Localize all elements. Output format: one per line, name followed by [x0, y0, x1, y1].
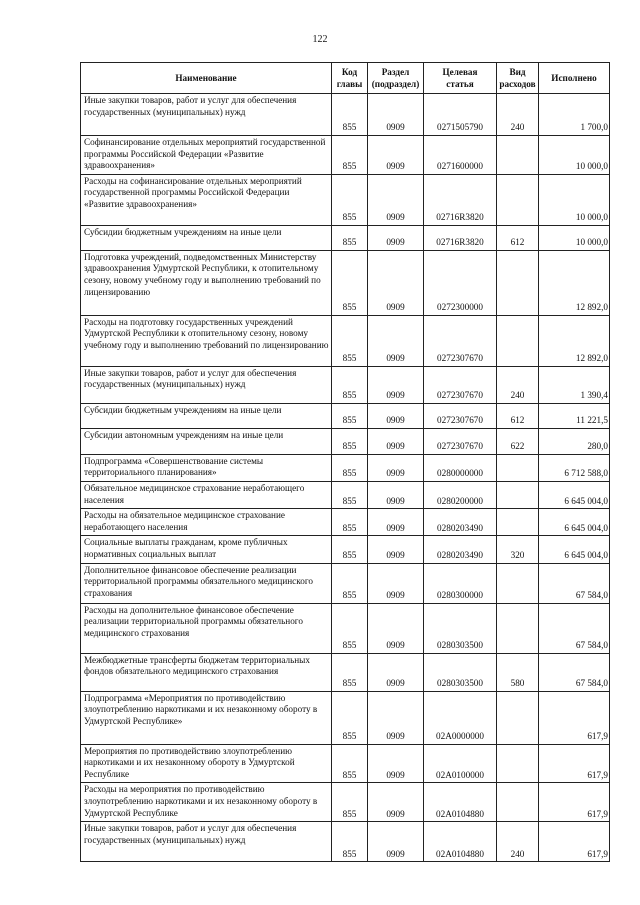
page-number: 122 [312, 34, 328, 45]
cell-code: 855 [332, 225, 368, 250]
cell-name: Обязательное медицинское страхование неработающего населения [81, 481, 332, 508]
header-name: Наименование [81, 63, 332, 94]
cell-code: 855 [332, 822, 368, 862]
cell-section: 0909 [368, 403, 424, 428]
cell-name: Иные закупки товаров, работ и услуг для обеспечения государственных (муниципальных) нужд [81, 822, 332, 862]
cell-type: 580 [497, 653, 539, 691]
cell-type [497, 250, 539, 315]
cell-section: 0909 [368, 366, 424, 403]
cell-amount: 6 645 004,0 [539, 481, 610, 508]
cell-amount: 617,9 [539, 783, 610, 822]
table-header-row [81, 63, 610, 94]
cell-amount: 6 712 588,0 [539, 454, 610, 481]
cell-article: 0272307670 [424, 315, 497, 366]
table-row [81, 250, 610, 315]
cell-section: 0909 [368, 174, 424, 225]
header-type [497, 63, 539, 94]
cell-code: 855 [332, 536, 368, 563]
cell-type [497, 563, 539, 603]
header-section-line1: Раздел [381, 67, 410, 77]
cell-name: Иные закупки товаров, работ и услуг для обеспечения государственных (муниципальных) нужд [81, 94, 332, 136]
cell-article: 0280203490 [424, 509, 497, 536]
cell-section: 0909 [368, 136, 424, 175]
cell-code: 855 [332, 94, 368, 136]
cell-name: Социальные выплаты гражданам, кроме публичных нормативных социальных выплат [81, 536, 332, 563]
cell-section: 0909 [368, 653, 424, 691]
table-row [81, 481, 610, 508]
cell-section: 0909 [368, 509, 424, 536]
cell-code: 855 [332, 403, 368, 428]
cell-code: 855 [332, 653, 368, 691]
header-section [368, 63, 424, 94]
cell-section: 0909 [368, 225, 424, 250]
cell-code: 855 [332, 744, 368, 783]
cell-article: 0272307670 [424, 428, 497, 454]
header-amount: Исполнено [539, 63, 610, 94]
cell-type [497, 509, 539, 536]
cell-amount: 11 221,5 [539, 403, 610, 428]
cell-name: Субсидии автономным учреждениям на иные цели [81, 428, 332, 454]
cell-amount: 67 584,0 [539, 603, 610, 653]
cell-section: 0909 [368, 691, 424, 744]
cell-type [497, 603, 539, 653]
cell-name: Расходы на дополнительное финансовое обеспечение реализации территориальной программы обязательного медицинского страхования [81, 603, 332, 653]
cell-name: Расходы на софинансирование отдельных мероприятий государственной программы Российской Федерации «Развитие здравоохранения» [81, 174, 332, 225]
cell-amount: 6 645 004,0 [539, 536, 610, 563]
table-row [81, 653, 610, 691]
cell-section: 0909 [368, 744, 424, 783]
table-row [81, 563, 610, 603]
cell-article: 0280300000 [424, 563, 497, 603]
cell-type [497, 783, 539, 822]
cell-code: 855 [332, 603, 368, 653]
cell-amount: 617,9 [539, 822, 610, 862]
table-body [81, 94, 610, 862]
budget-table [80, 62, 610, 862]
cell-amount: 280,0 [539, 428, 610, 454]
cell-article: 02А0104880 [424, 783, 497, 822]
cell-section: 0909 [368, 315, 424, 366]
cell-amount: 1 700,0 [539, 94, 610, 136]
table-row [81, 454, 610, 481]
cell-code: 855 [332, 174, 368, 225]
cell-type: 612 [497, 403, 539, 428]
cell-article: 02А0100000 [424, 744, 497, 783]
cell-type [497, 315, 539, 366]
cell-name: Иные закупки товаров, работ и услуг для обеспечения государственных (муниципальных) нужд [81, 366, 332, 403]
header-type-line2: расходов [499, 79, 536, 89]
cell-amount: 617,9 [539, 744, 610, 783]
header-code [332, 63, 368, 94]
cell-type: 612 [497, 225, 539, 250]
cell-name: Субсидии бюджетным учреждениям на иные цели [81, 225, 332, 250]
cell-type [497, 481, 539, 508]
cell-section: 0909 [368, 94, 424, 136]
table-row [81, 94, 610, 136]
cell-article: 02А0000000 [424, 691, 497, 744]
table-row [81, 603, 610, 653]
table-row [81, 403, 610, 428]
cell-name: Расходы на мероприятия по противодействию злоупотреблению наркотиками и их незаконному обороту в Удмуртской Республике [81, 783, 332, 822]
cell-article: 0280200000 [424, 481, 497, 508]
cell-name: Межбюджетные трансферты бюджетам территориальных фондов обязательного медицинского страхования [81, 653, 332, 691]
cell-article: 0271505790 [424, 94, 497, 136]
cell-name: Софинансирование отдельных мероприятий государственной программы Российской Федерации «Развитие здравоохранения» [81, 136, 332, 175]
cell-amount: 10 000,0 [539, 136, 610, 175]
cell-name: Расходы на подготовку государственных учреждений Удмуртской Республики к отопительному сезону, новому учебному году и выполнению требований по лицензированию [81, 315, 332, 366]
cell-type [497, 174, 539, 225]
table-row [81, 225, 610, 250]
cell-code: 855 [332, 136, 368, 175]
header-article [424, 63, 497, 94]
cell-code: 855 [332, 509, 368, 536]
header-code-line1: Код [341, 67, 358, 77]
cell-section: 0909 [368, 822, 424, 862]
header-type-line1: Вид [509, 67, 526, 77]
cell-code: 855 [332, 366, 368, 403]
cell-section: 0909 [368, 783, 424, 822]
cell-amount: 12 892,0 [539, 315, 610, 366]
cell-article: 0272307670 [424, 366, 497, 403]
cell-article: 02716R3820 [424, 174, 497, 225]
cell-section: 0909 [368, 454, 424, 481]
header-article-line2: статья [446, 79, 474, 89]
cell-amount: 617,9 [539, 691, 610, 744]
cell-amount: 10 000,0 [539, 225, 610, 250]
cell-code: 855 [332, 250, 368, 315]
cell-name: Подпрограмма «Совершенствование системы территориального планирования» [81, 454, 332, 481]
table-row [81, 691, 610, 744]
cell-amount: 67 584,0 [539, 563, 610, 603]
cell-name: Субсидии бюджетным учреждениям на иные цели [81, 403, 332, 428]
cell-name: Расходы на обязательное медицинское страхование неработающего населения [81, 509, 332, 536]
cell-section: 0909 [368, 428, 424, 454]
cell-amount: 1 390,4 [539, 366, 610, 403]
cell-type [497, 744, 539, 783]
cell-section: 0909 [368, 481, 424, 508]
cell-name: Подготовка учреждений, подведомственных Министерству здравоохранения Удмуртской Республики, к отопительному сезону, новому учебному году и выполнению требований по лицензированию [81, 250, 332, 315]
cell-section: 0909 [368, 563, 424, 603]
cell-article: 0280303500 [424, 653, 497, 691]
cell-amount: 10 000,0 [539, 174, 610, 225]
cell-name: Подпрограмма «Мероприятия по противодействию злоупотреблению наркотиками и их незаконному обороту в Удмуртской Республике» [81, 691, 332, 744]
cell-amount: 67 584,0 [539, 653, 610, 691]
cell-type [497, 691, 539, 744]
cell-type: 622 [497, 428, 539, 454]
cell-amount: 12 892,0 [539, 250, 610, 315]
table-row [81, 366, 610, 403]
cell-code: 855 [332, 315, 368, 366]
cell-article: 0271600000 [424, 136, 497, 175]
cell-code: 855 [332, 783, 368, 822]
table-row [81, 744, 610, 783]
header-code-line2: главы [336, 79, 363, 89]
cell-section: 0909 [368, 250, 424, 315]
cell-code: 855 [332, 454, 368, 481]
cell-type [497, 454, 539, 481]
cell-article: 02716R3820 [424, 225, 497, 250]
table-row [81, 783, 610, 822]
table-row [81, 536, 610, 563]
cell-code: 855 [332, 428, 368, 454]
cell-article: 0280203490 [424, 536, 497, 563]
cell-code: 855 [332, 691, 368, 744]
cell-article: 0272300000 [424, 250, 497, 315]
cell-article: 0272307670 [424, 403, 497, 428]
table-row [81, 174, 610, 225]
cell-type [497, 136, 539, 175]
cell-article: 0280303500 [424, 603, 497, 653]
cell-article: 02А0104880 [424, 822, 497, 862]
table-row [81, 136, 610, 175]
table-row [81, 315, 610, 366]
cell-type: 320 [497, 536, 539, 563]
table-row [81, 509, 610, 536]
header-section-line2: (подраздел) [371, 79, 420, 89]
cell-name: Мероприятия по противодействию злоупотреблению наркотиками и их незаконному обороту в Удмуртской Республике [81, 744, 332, 783]
header-article-line1: Целевая [442, 67, 478, 77]
cell-article: 0280000000 [424, 454, 497, 481]
cell-type: 240 [497, 94, 539, 136]
table-row [81, 428, 610, 454]
cell-section: 0909 [368, 536, 424, 563]
table-row [81, 822, 610, 862]
cell-name: Дополнительное финансовое обеспечение реализации территориальной программы обязательного медицинского страхования [81, 563, 332, 603]
cell-code: 855 [332, 481, 368, 508]
cell-section: 0909 [368, 603, 424, 653]
cell-type: 240 [497, 366, 539, 403]
cell-code: 855 [332, 563, 368, 603]
cell-amount: 6 645 004,0 [539, 509, 610, 536]
cell-type: 240 [497, 822, 539, 862]
